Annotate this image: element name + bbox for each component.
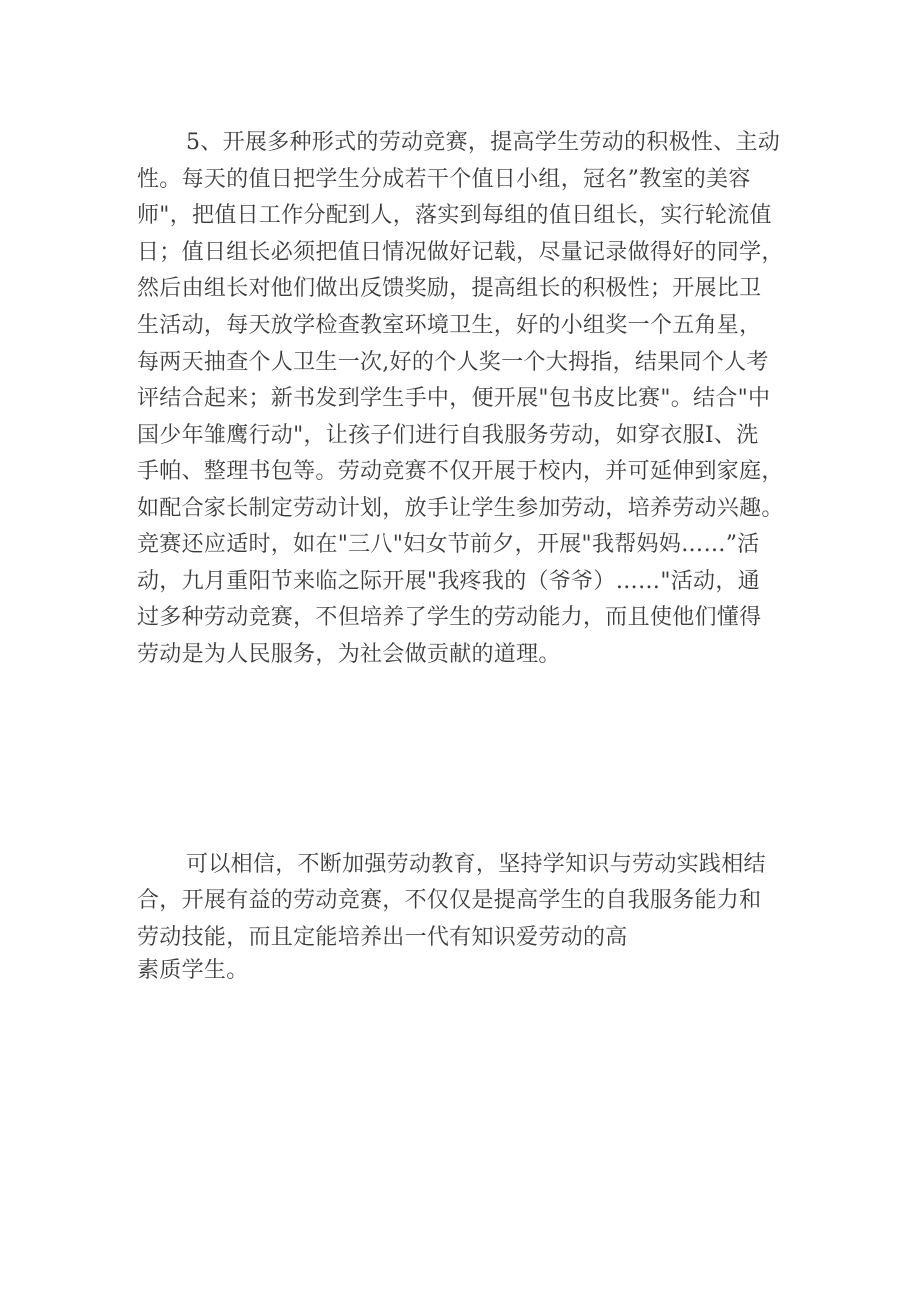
text-line: 生活动，每天放学检查教室环境卫生，好的小组奖一个五角星，: [137, 313, 762, 338]
text-line: 每两天抽查个人卫生一次,好的个人奖一个大拇指，结果同个人考: [137, 350, 769, 375]
text-line: 竞赛还应适时，如在"三八"妇女节前夕，开展"我帮妈妈……”活: [137, 532, 760, 557]
text-line: 素质学生。: [137, 958, 249, 983]
text-line: 合，开展有益的劳动竞赛，不仅仅是提高学生的自我服务能力和: [137, 888, 762, 913]
text-line: 日；值日组长必须把值日情况做好记载，尽量记录做得好的同学，: [137, 240, 784, 265]
text-line: 手帕、整理书包等。劳动竞赛不仅开展于校内，并可延伸到家庭，: [137, 459, 784, 484]
text-line: 可以相信，不断加强劳动教育，坚持学知识与劳动实践相结: [186, 852, 766, 877]
text-line: 评结合起来；新书发到学生手中，便开展"包书皮比赛"。结合"中: [137, 386, 771, 411]
text-line: 然后由组长对他们做出反馈奖励，提高组长的积极性；开展比卫: [137, 276, 762, 301]
text-line: 如配合家长制定劳动计划，放手让学生参加劳动，培养劳动兴趣。: [137, 496, 784, 521]
text-line: 劳动技能，而且定能培养出一代有知识爱劳动的高: [137, 925, 628, 950]
text-line: 过多种劳动竞赛，不但培养了学生的劳动能力，而且使他们懂得: [137, 605, 762, 630]
text-line: 5、开展多种形式的劳动竞赛，提高学生劳动的积极性、主动: [186, 130, 781, 155]
text-line: 动，九月重阳节来临之际开展"我疼我的（爷爷）……"活动，通: [137, 569, 760, 594]
text-line: 劳动是为人民服务，为社会做贡献的道理。: [137, 642, 561, 667]
text-line: 国少年雏鹰行动"，让孩子们进行自我服务劳动，如穿衣服Ⅰ、洗: [137, 423, 759, 448]
text-line: 性。每天的值日把学生分成若干个值日小组，冠名”教室的美容: [137, 167, 751, 192]
text-line: 师"，把值日工作分配到人，落实到每组的值日组长，实行轮流值: [137, 203, 772, 228]
